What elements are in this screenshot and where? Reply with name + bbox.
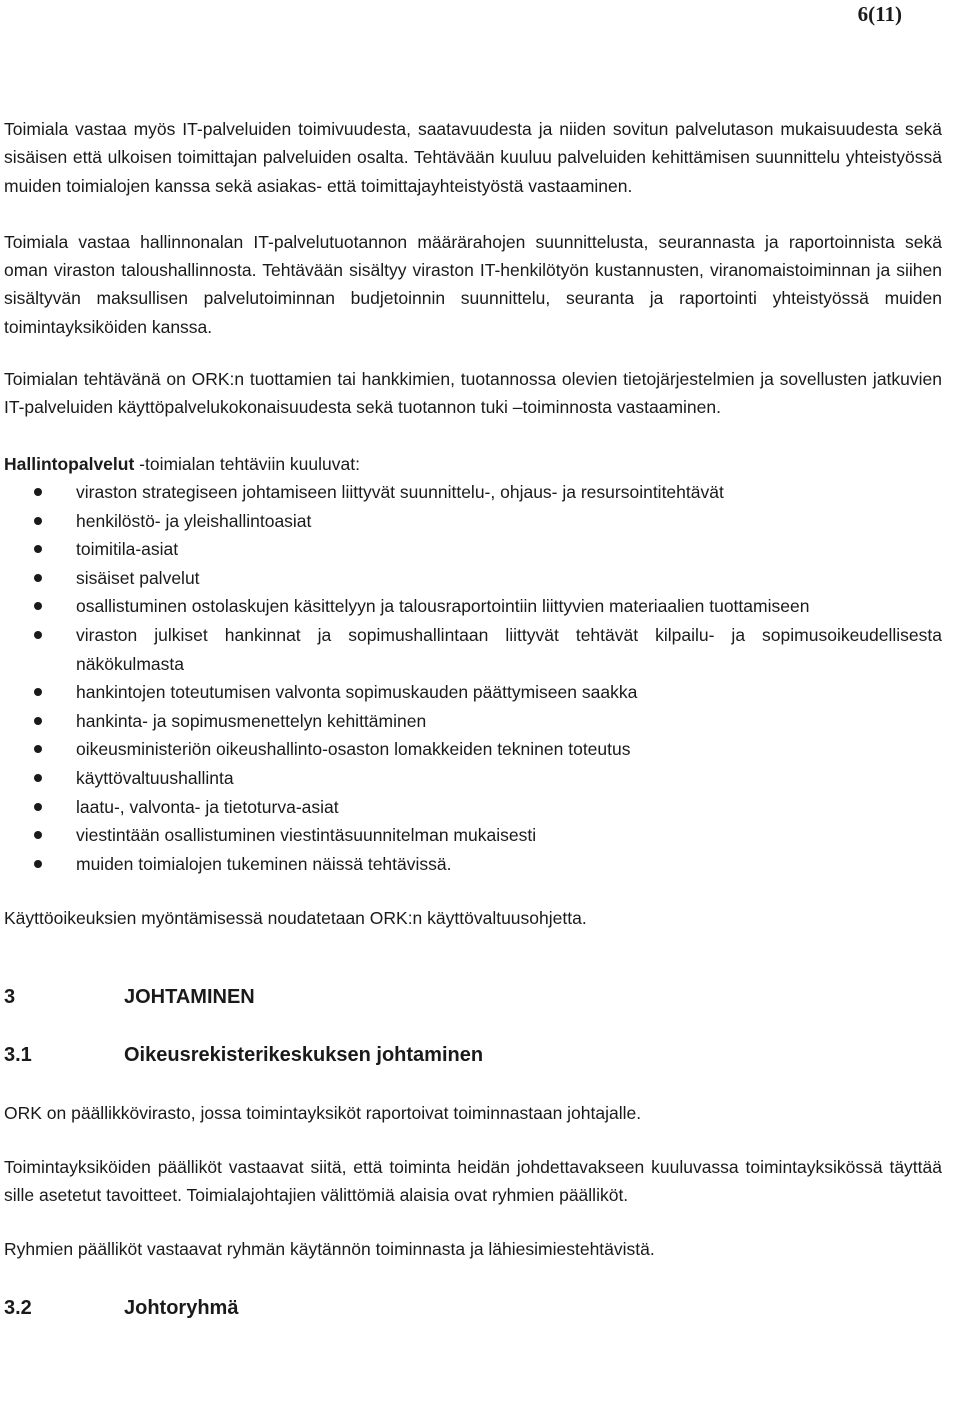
list-item-text: oikeusministeriön oikeushallinto-osaston lomakkeiden tekninen toteutus [76,739,631,760]
list-item-text: hankinta- ja sopimusmenettelyn kehittäminen [76,710,427,731]
list-item [4,678,942,707]
paragraph-unit-heads: Toimintayksiköiden päälliköt vastaavat siitä, että toiminta heidän johdettavakseen kuuluvassa toimintayksikössä täyttää sille asetetut tavoitteet. Toimialajohtajien välittömiä alaisia ovat ryhmien päälliköt. [4,1156,942,1206]
paragraph-group-heads: Ryhmien päälliköt vastaavat ryhmän käytännön toiminnasta ja lähiesimiestehtävistä. [4,1239,655,1260]
list-item-text: viraston julkiset hankinnat ja sopimushallintaan liittyvät tehtävät kilpailu- ja sopimusoikeudellisesta näkökulmasta [76,624,942,674]
task-list [4,478,942,878]
bullet-icon [34,860,42,868]
section-number: 3.1 [4,1043,32,1066]
list-item-text: laatu-, valvonta- ja tietoturva-asiat [76,796,339,817]
list-item [4,592,942,621]
list-item [4,478,942,507]
section-heading-3 [4,983,942,1011]
list-item [4,535,942,564]
list-item [4,821,942,850]
bullet-icon [34,545,42,553]
list-item [4,564,942,593]
section-title: Oikeusrekisterikeskuksen johtaminen [124,1043,484,1066]
paragraph-access-rights: Käyttöoikeuksien myöntämisessä noudatetaan ORK:n käyttövaltuusohjetta. [4,908,587,929]
bullet-icon [34,831,42,839]
section-heading-3-1 [4,1041,942,1069]
bullet-icon [34,803,42,811]
section-number: 3 [4,985,16,1008]
list-item [4,793,942,822]
bullet-icon [34,745,42,753]
bullet-icon [34,602,42,610]
page-number: 6(11) [857,2,902,26]
list-item-text: käyttövaltuushallinta [76,767,234,788]
hallintopalvelut-term: Hallintopalvelut [4,453,135,474]
list-item [4,764,942,793]
hallintopalvelut-intro-text: -toimialan tehtäviin kuuluvat: [134,453,360,474]
list-item [4,621,942,678]
list-item [4,507,942,536]
list-item-text: toimitila-asiat [76,539,179,560]
bullet-icon [34,574,42,582]
list-item-text: sisäiset palvelut [76,567,200,588]
paragraph-operations: Toimialan tehtävänä on ORK:n tuottamien tai hankkimien, tuotannossa olevien tietojärjestelmien ja sovellusten jatkuvien IT-palveluiden käyttöpalvelukokonaisuudesta sekä tuotannon tuki –toiminnosta vastaaminen. [4,369,942,418]
bullet-icon [34,774,42,782]
list-item [4,707,942,736]
bullet-icon [34,488,42,496]
section-number: 3.2 [4,1296,32,1319]
list-item [4,850,942,879]
list-item-text: henkilöstö- ja yleishallintoasiat [76,510,312,531]
bullet-icon [34,631,42,639]
paragraph-budget: Toimiala vastaa hallinnonalan IT-palvelutuotannon määrärahojen suunnittelusta, seurannasta ja raportoinnista sekä oman viraston taloushallinnosta. Tehtävään sisältyy viraston IT-henkilötyön kustannusten, viranomaistoiminnan ja siihen sisältyvän maksullisen palvelutoiminnan budjetoinnin suunnittelu, seuranta ja raportointi yhteistyössä muiden toimintayksiköiden kanssa. [4,231,942,337]
paragraph-hallintopalvelut-intro [4,450,942,478]
bullet-icon [34,517,42,525]
paragraph-it-services: Toimiala vastaa myös IT-palveluiden toimivuudesta, saatavuudesta ja niiden sovitun palvelutason mukaisuudesta sekä sisäisen että ulkoisen toimittajan palveluiden osalta. Tehtävään kuuluu palveluiden kehittämisen suunnittelu yhteistyössä muiden toimialojen kanssa sekä asiakas- että toimittajayhteistyöstä vastaaminen. [4,119,942,196]
bullet-icon [34,688,42,696]
list-item [4,735,942,764]
section-title: JOHTAMINEN [124,985,255,1008]
section-title: Johtoryhmä [124,1296,239,1319]
list-item-text: hankintojen toteutumisen valvonta sopimuskauden päättymiseen saakka [76,682,638,703]
list-item-text: osallistuminen ostolaskujen käsittelyyn ja talousraportointiin liittyvien materiaalien tuottamiseen [76,596,810,617]
paragraph-ork-agency: ORK on päällikkövirasto, jossa toimintayksiköt raportoivat toiminnastaan johtajalle. [4,1102,642,1123]
bullet-icon [34,717,42,725]
section-heading-3-2 [4,1294,942,1322]
list-item-text: viestintään osallistuminen viestintäsuunnitelman mukaisesti [76,825,537,846]
list-item-text: muiden toimialojen tukeminen näissä tehtävissä. [76,853,452,874]
list-item-text: viraston strategiseen johtamiseen liittyvät suunnittelu-, ohjaus- ja resursointitehtävät [76,481,724,502]
document-body [4,115,942,1322]
